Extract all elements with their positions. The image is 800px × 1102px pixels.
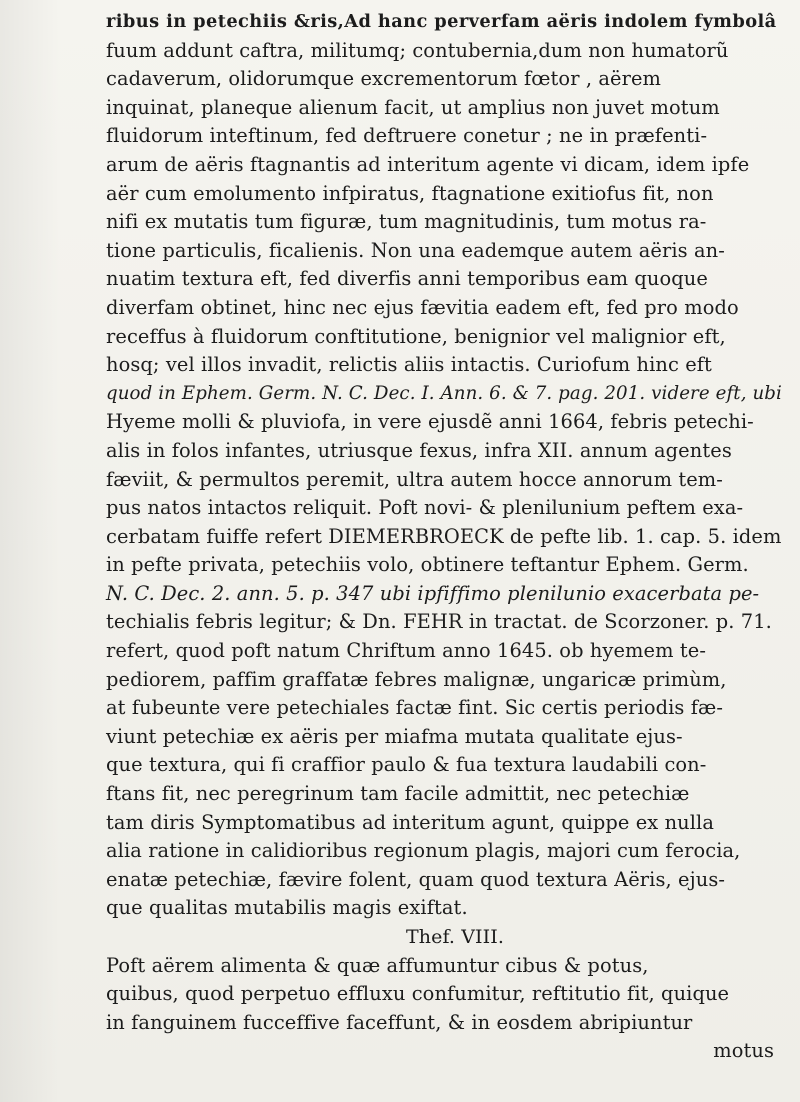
page-gutter-shadow <box>0 0 60 1102</box>
text-line: nuatim textura eft, fed diverfis anni temporibus eam quoque <box>106 267 708 291</box>
text-line: alia ratione in calidioribus regionum plagis, majori cum ferocia, <box>106 839 741 863</box>
text-line: tione particulis, ficalienis. Non una eademque autem aëris an- <box>106 238 725 262</box>
text-line: inquinat, planeque alienum facit, ut amplius non juvet motum <box>106 95 720 119</box>
text-line: receffus à fluidorum conftitutione, benignior vel malignior eft, <box>106 324 726 348</box>
text-line: que qualitas mutabilis magis exiftat. <box>106 896 468 920</box>
text-line: pus natos intactos reliquit. Poft novi- & plenilunium peftem exa- <box>106 496 744 520</box>
text-line: fluidorum inteftinum, fed deftruere conetur ; ne in præfenti- <box>106 124 708 148</box>
text-line: arum de aëris ftagnantis ad interitum agente vi dicam, idem ipfe <box>106 152 750 176</box>
text-line: alis in folos infantes, utriusque fexus, infra XII. annum agentes <box>106 438 732 462</box>
text-line: que textura, qui fi craffior paulo & fua textura laudabili con- <box>106 753 707 777</box>
text-line: at fubeunte vere petechiales factæ fint. Sic certis periodis fæ- <box>106 696 723 720</box>
text-line: viunt petechiæ ex aëris per miafma mutata qualitate ejus- <box>106 724 683 748</box>
text-line: tam diris Symptomatibus ad interitum agunt, quippe ex nulla <box>106 810 715 834</box>
text-line: Hyeme molli & pluviofa, in vere ejusdẽ anni 1664, febris petechi- <box>106 410 754 434</box>
text-line-citation: quod in Ephem. Germ. N. C. Dec. I. Ann. 6. & 7. pag. 201. videre eft, ubi <box>106 382 782 404</box>
text-line: in pefte privata, petechiis volo, obtinere teftantur Ephem. Germ. <box>106 553 749 577</box>
text-line: in fanguinem fucceffive faceffunt, & in eosdem abripiuntur <box>106 1010 693 1034</box>
text-line: ftans fit, nec peregrinum tam facile admittit, nec petechiæ <box>106 782 690 806</box>
text-line: aër cum emolumento infpiratus, ftagnatione exitiofus fit, non <box>106 181 714 205</box>
text-line: fæviit, & permultos peremit, ultra autem hocce annorum tem- <box>106 467 723 491</box>
text-line: quibus, quod perpetuo effluxu confumitur, reftitutio fit, quique <box>106 982 730 1006</box>
section-heading: Thef. VIII. <box>406 926 504 948</box>
text-line: refert, quod poft natum Chriftum anno 1645. ob hyemem te- <box>106 639 706 663</box>
text-line: pediorem, paffim graffatæ febres malignæ, ungaricæ primùm, <box>106 667 727 691</box>
text-line-citation: cerbatam fuiffe refert DIEMERBROECK de pefte lib. 1. cap. 5. idem <box>106 524 782 548</box>
body-text <box>106 8 782 1066</box>
text-line: hosq; vel illos invadit, relictis aliis intactis. Curiofum hinc eft <box>106 353 712 377</box>
text-line: cadaverum, olidorumque excrementorum fœtor , aërem <box>106 67 662 91</box>
text-line: fuum addunt caftra, militumq; contubernia,dum non humatorũ <box>106 38 729 62</box>
text-line-citation: N. C. Dec. 2. ann. 5. p. 347 ubi ipfiffimo plenilunio exacerbata pe- <box>106 581 760 605</box>
text-line: Poft aërem alimenta & quæ affumuntur cibus & potus, <box>106 953 649 977</box>
text-line: ribus in petechiis &ris,Ad hanc perverfam aëris indolem fymbolâ <box>106 11 777 32</box>
text-line: diverfam obtinet, hinc nec ejus fævitia eadem eft, fed pro modo <box>106 295 739 319</box>
catchword: motus <box>713 1039 774 1063</box>
text-line: nifi ex mutatis tum figuræ, tum magnitudinis, tum motus ra- <box>106 210 707 234</box>
text-line-citation: techialis febris legitur; & Dn. FEHR in tractat. de Scorzoner. p. 71. <box>106 610 772 634</box>
text-line: enatæ petechiæ, fævire folent, quam quod textura Aëris, ejus- <box>106 867 726 891</box>
